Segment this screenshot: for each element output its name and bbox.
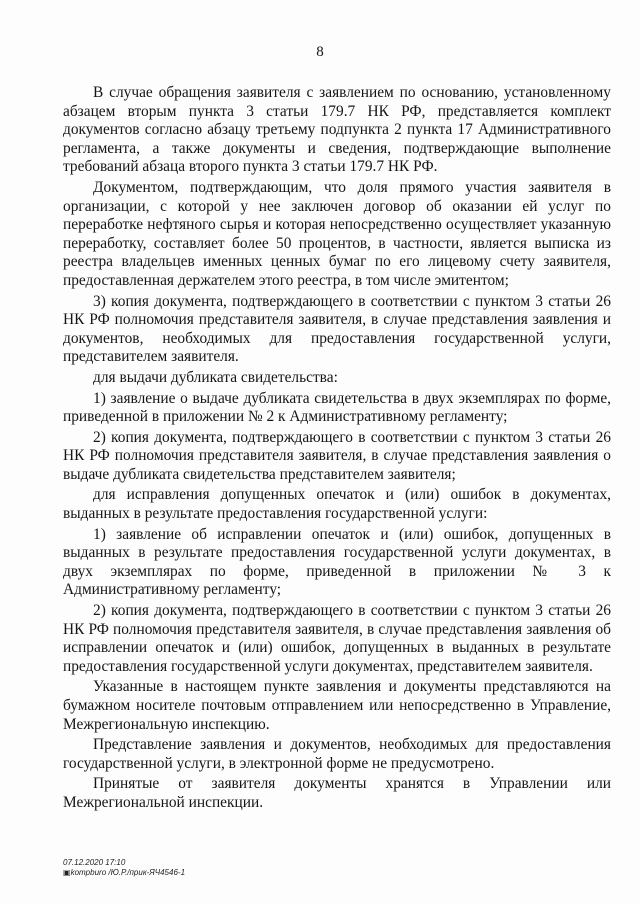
paragraph: Представление заявления и документов, необходимых для предоставления государственной услуги, в электронной форме не предусмотрено.	[63, 736, 611, 772]
list-item: 2) копия документа, подтверждающего в соответствии с пунктом 3 статьи 26 НК РФ полномочия представителя заявителя, в случае представления заявления об исправлении опечаток и (или) ошибок, допущенных в выданных в результате предоставления государственной услуги документах, представителем заявителя.	[63, 602, 611, 675]
paragraph: Указанные в настоящем пункте заявления и документы представляются на бумажном носителе почтовым отправлением или непосредственно в Управление, Межрегиональную инспекцию.	[63, 678, 611, 733]
section-heading: для выдачи дубликата свидетельства:	[93, 368, 338, 386]
list-item: 1) заявление об исправлении опечаток и (или) ошибок, допущенных в выданных в результате предоставления государственной услуги документах, в двух экземплярах по форме, приведенной в приложении № 3 к Административному регламенту;	[63, 525, 611, 599]
section-heading: для исправления допущенных опечаток и (или) ошибок в документах, выданных в результате предоставления государственной услуги:	[63, 486, 611, 523]
page-number: 8	[316, 44, 324, 60]
footer-timestamp: 07.12.2020 17:10	[63, 858, 126, 867]
paragraph: В случае обращения заявителя с заявлением по основанию, установленному абзацем вторым пункта 3 статьи 179.7 НК РФ, представляется комплект документов согласно абзацу третьему подпункта 2 пункта 17 Административного регламента, а также документы и сведения, подтверждающие выполнение требований абзаца второго пункта 3 статьи 179.7 НК РФ.	[63, 84, 611, 176]
list-item: 1) заявление о выдаче дубликата свидетельства в двух экземплярах по форме, приведенной в приложении № 2 к Административному регламенту;	[63, 389, 611, 426]
paragraph: Документом, подтверждающим, что доля прямого участия заявителя в организации, с которой у нее заключен договор об оказании ей услуг по переработке нефтяного сырья и которая непосредственно осуществляет указанную переработку, составляет более 50 процентов, в частности, является выписка из реестра владельцев именных ценных бумаг по его лицевому счету заявителя, предоставленная держателем этого реестра, в том числе эмитентом;	[63, 178, 611, 289]
footer-path: kompburo /Ю.Р./прик-ЯЧ4546-1	[70, 868, 186, 877]
document-icon: ▣	[63, 868, 71, 877]
paragraph: Принятые от заявителя документы хранятся в Управлении или Межрегиональной инспекции.	[63, 775, 611, 811]
document-body	[63, 84, 611, 815]
document-footer	[63, 858, 185, 878]
list-item: 2) копия документа, подтверждающего в соответствии с пунктом 3 статьи 26 НК РФ полномочия представителя заявителя, в случае представления заявления о выдаче дубликата свидетельства представителем заявителя;	[63, 428, 611, 483]
list-item: 3) копия документа, подтверждающего в соответствии с пунктом 3 статьи 26 НК РФ полномочия представителя заявителя, в случае представления заявления и документов, необходимых для предоставления государственной услуги, представителем заявителя.	[63, 292, 611, 366]
footer-path-line	[63, 868, 185, 878]
